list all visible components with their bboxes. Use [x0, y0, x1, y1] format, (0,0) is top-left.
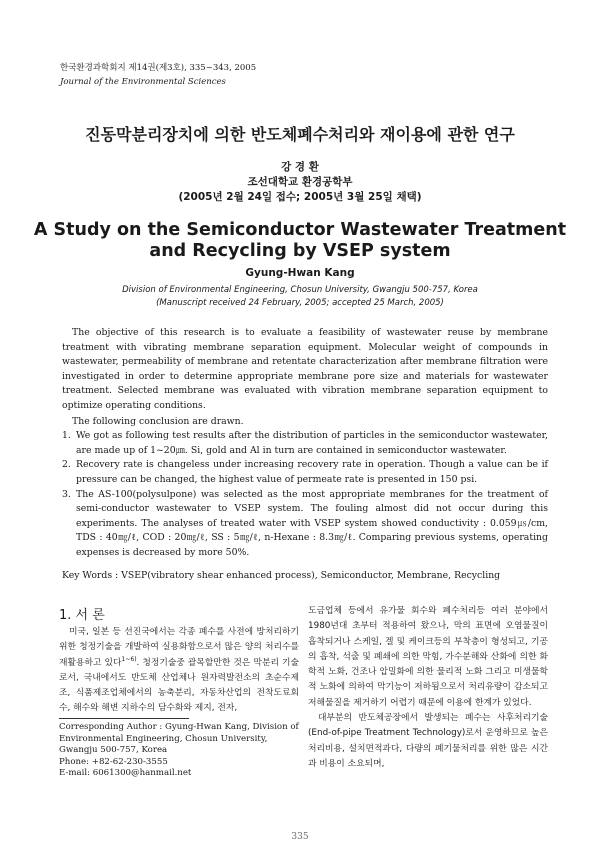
- abstract: [62, 326, 548, 561]
- citation-superscript: 1~6): [121, 655, 137, 663]
- body-paragraph: 대부분의 반도체공장에서 발생되는 폐수는 사후처리기술(End-of-pipe Treatment Technology)로서 운영하므로 높은 처리비용, 설치면적과다, 다량의 폐기물처리를 위한 많은 시간과 비용이 소요되며,: [308, 713, 548, 769]
- conclusion-item: [62, 429, 548, 458]
- conclusion-item-text: The AS-100(polysulpone) was selected as the most appropriate membranes for the treatment of semi-conductor wastewater to VSEP system. The fouling almost did not occur during this experiments. The analyses of treated water with VSEP system showed conductivity : 0.059㎲/cm, TDS : 40㎎/ℓ, COD : 20㎎/ℓ, SS : 5㎎/ℓ, n-Hexane : 8.3㎎/ℓ. Comparing previous systems, operating expenses is decreased by more 50%.: [76, 488, 548, 558]
- body-text: 미국, 일본 등 선진국에서는 각종 폐수를 사전에 방처리하기 위한 청정기술을 개발하여 실용화함으로서 많은 양의 처리수를 재활용하고 있다: [59, 627, 299, 668]
- conclusion-item-text: We got as following test results after the distribution of particles in the semiconductor wastewater, are made up of 1~20㎛. Si, gold and Al in turn are contained in semiconductor wastewater.: [76, 430, 548, 456]
- body-text: . 청정기술중 괄목할만한 것은 막분리 기술로서, 국내에서도 반도체 산업체나 원자력발전소의 초순수제조, 식품제조업체에서의 농축분리, 자동차산업의 전착도료회수, 해수와 해변 지하수의 담수화와 제지, 전자,: [59, 657, 299, 714]
- conclusion-item: [62, 488, 548, 561]
- english-affiliation: Division of Environmental Engineering, Chosun University, Gwangju 500-757, Korea: [122, 285, 478, 295]
- conclusion-item-number: 3.: [62, 488, 71, 500]
- body-right-column: [308, 604, 548, 772]
- english-dates: (Manuscript received 24 February, 2005; accepted 25 March, 2005): [156, 298, 444, 308]
- english-title-line2: and Recycling by VSEP system: [149, 241, 451, 261]
- footnote-phone: Phone: +82-62-230-3555: [59, 756, 168, 767]
- keywords: Key Words : VSEP(vibratory shear enhanced process), Semiconductor, Membrane, Recycling: [62, 570, 501, 581]
- conclusion-item-text: Recovery rate is changeless under increasing recovery rate in operation. Though a value can be if pressure can be changed, the highest value of permeate rate is presented in 150 psi.: [76, 459, 548, 485]
- conclusion-intro: The following conclusion are drawn.: [72, 415, 244, 427]
- english-title-line1: A Study on the Semiconductor Wastewater Treatment: [33, 220, 567, 240]
- body-left-column: [59, 604, 299, 717]
- conclusion-item-number: 2.: [62, 459, 71, 471]
- english-title: [0, 220, 600, 262]
- english-affiliation-block: [0, 284, 600, 310]
- journal-name: Journal of the Environmental Sciences: [60, 77, 226, 87]
- journal-citation: 한국환경과학회지 제14권(제3호), 335~343, 2005: [60, 63, 257, 73]
- korean-author-block: [0, 160, 600, 205]
- conclusion-item: [62, 458, 548, 487]
- abstract-paragraph: The objective of this research is to evaluate a feasibility of wastewater reuse by membrane treatment with vibrating membrane separation equipment. Molecular weight of compounds in wastewater, permeability of membrane and retentate characterization after membrane filtration were investigated in order to determine appropriate membrane pore size and materials for wastewater treatment. Selected membrane was evaluated with vibration membrane separation equipment to optimize operating conditions.: [62, 327, 548, 411]
- korean-author: 강 경 환: [281, 161, 319, 173]
- footnote-author: Corresponding Author : Gyung-Hwan Kang, Division of Environmental Engineering, Chosun University, Gwangju 500-757, Korea: [59, 722, 299, 756]
- korean-title: 진동막분리장치에 의한 반도체폐수처리와 재이용에 관한 연구: [85, 125, 515, 144]
- body-paragraph: 도금업체 등에서 유가물 회수와 폐수처리등 여러 분야에서 1980년대 초부터 적용하여 왔으나, 막의 표면에 오염물질이 흡착되거나 스케일, 겔 및 케이크등의 부착층이 형성되고, 기공의 흡착, 석출 및 폐쇄에 의한 막힘, 가수분해와 산화에 의한 화학적 노화, 건조나 압밀화에 의한 물리적 노화 그리고 미생물학적 노화에 의하여 막기능이 저하됨으로서 처리유량이 감소되고 저해물질을 제거하기 어렵기 때문에 이용에 한계가 있었다.: [308, 606, 548, 708]
- footnote: [59, 722, 299, 780]
- section-heading: 1. 서 론: [59, 608, 105, 623]
- korean-dates: (2005년 2월 24일 접수; 2005년 3월 25일 채택): [178, 191, 422, 203]
- english-author: Gyung-Hwan Kang: [245, 267, 355, 279]
- footnote-rule: [59, 718, 189, 719]
- conclusion-item-number: 1.: [62, 430, 71, 442]
- korean-affiliation: 조선대학교 환경공학부: [247, 176, 353, 188]
- conclusion-list: [62, 429, 548, 560]
- page-number: 335: [291, 832, 309, 842]
- footnote-email: E-mail: 6061300@hanmail.net: [59, 768, 192, 779]
- body-paragraph: [59, 625, 299, 717]
- journal-header: [60, 61, 256, 89]
